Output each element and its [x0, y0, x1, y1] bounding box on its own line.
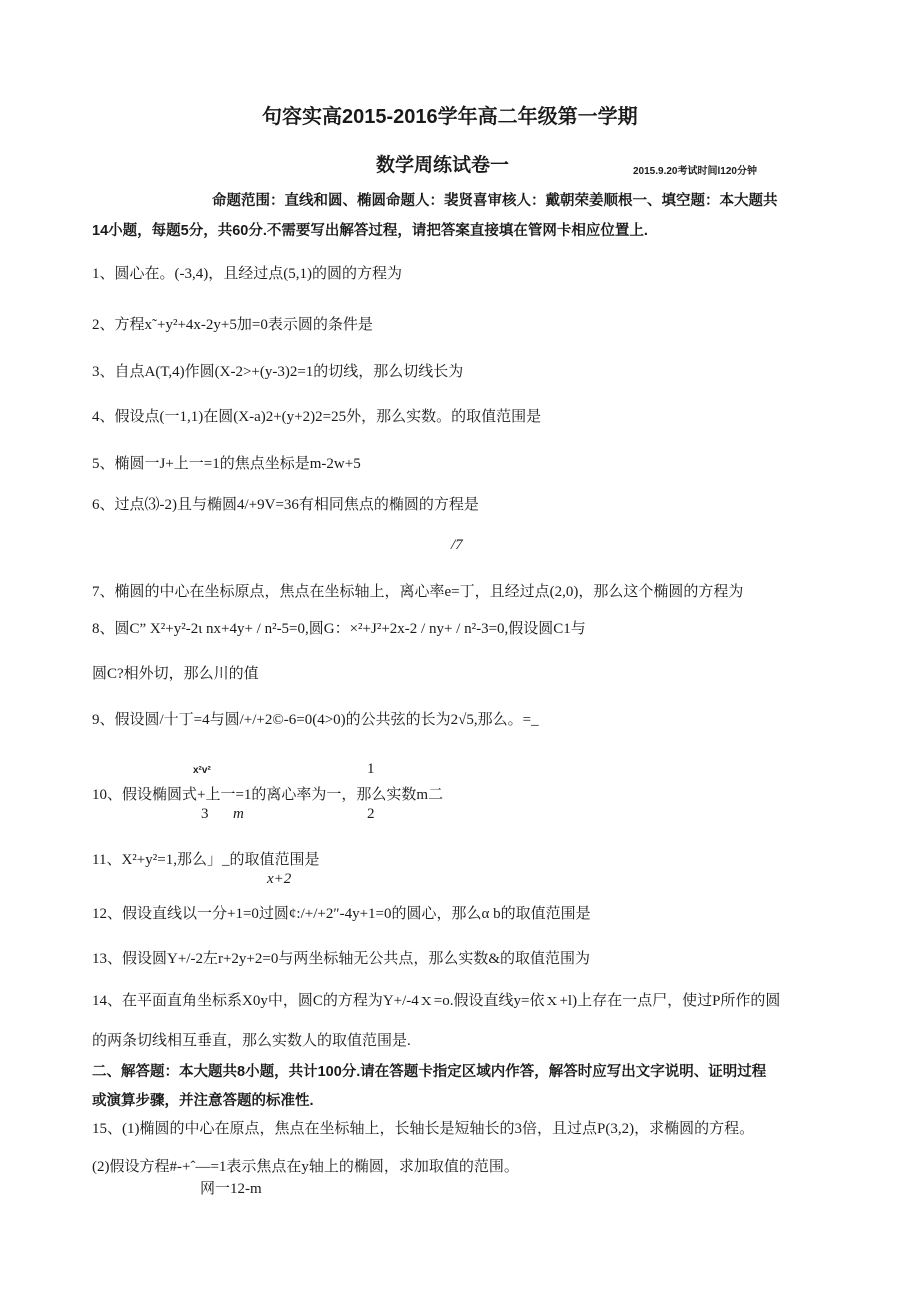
question-4: 4、假设点(一1,1)在圆(X-a)2+(y+2)2=25外，那么实数。的取值范围是: [92, 409, 542, 425]
answer-section-heading-1: 二、解答题：本大题共8小题，共计100分.请在答题卡指定区域内作答，解答时应写出文字说明、证明过程: [92, 1064, 767, 1080]
question-6: 6、过点⑶-2)且与椭圆4/+9V=36有相同焦点的椭圆的方程是: [92, 497, 479, 513]
question-12: 12、假设直线以一分+1=0过圆¢:/+/+2″-4y+1=0的圆心，那么α b的取值范围是: [92, 906, 591, 922]
meta-line-1: 命题范围：直线和圆、椭圆命题人：裴贤喜审核人：戴朝荣姜顺根一、填空题：本大题共: [212, 193, 778, 209]
question-3: 3、自点A(T,4)作圆(X-2>+(y-3)2=1的切线，那么切线长为: [92, 364, 464, 380]
question-9: 9、假设圆/十丁=4与圆/+/+2©-6=0(4>0)的公共弦的长为2√5,那么。=_: [92, 712, 539, 728]
exam-title: 句容实高2015-2016学年高二年级第一学期: [262, 106, 638, 128]
question-15-part-2: (2)假设方程#-+ˆ—=1表示焦点在y轴上的椭圆，求加取值的范围。: [92, 1159, 519, 1175]
question-8-line-1: 8、圆C” X²+y²-2ι nx+4y+ / n²-5=0,圆G：×²+J²+2x-2 / ny+ / n²-3=0,假设圆C1与: [92, 621, 586, 637]
meta-line-2: 14小题，每题5分，共60分.不需要写出解答过程，请把答案直接填在管网卡相应位置上.: [92, 223, 648, 239]
question-11-denominator: x+2: [267, 871, 292, 887]
question-7: 7、椭圆的中心在坐标原点，焦点在坐标轴上，离心率e=丁，且经过点(2,0)，那么这个椭圆的方程为: [92, 584, 744, 600]
question-14-line-1: 14、在平面直角坐标系X0y中，圆C的方程为Y+/-4ｘ=o.假设直线y=依ｘ+l)上存在一点尸，使过P所作的圆: [92, 993, 781, 1009]
question-10-numerator-right: 1: [367, 761, 375, 777]
question-15-part-2-denominator: 网一12-m: [200, 1181, 262, 1197]
question-1: 1、圆心在。(-3,4)，且经过点(5,1)的圆的方程为: [92, 266, 402, 282]
question-10-numerators: x²v²: [193, 765, 211, 776]
exam-subtitle: 数学周练试卷一: [376, 155, 510, 176]
question-11: 11、X²+y²=1,那么」_的取值范围是: [92, 852, 320, 868]
question-10-denominator-right: 2: [367, 806, 375, 822]
question-13: 13、假设圆Y+/-2左r+2y+2=0与两坐标轴无公共点，那么实数&的取值范围为: [92, 951, 590, 967]
question-10-denominator-mid: m: [233, 806, 244, 822]
question-10: 10、假设椭圆式+上一=1的离心率为一，那么实数m二: [92, 787, 444, 803]
question-14-line-2: 的两条切线相互垂直，那么实数人的取值范围是.: [92, 1033, 411, 1049]
question-2: 2、方程x˜+y²+4x-2y+5加=0表示圆的条件是: [92, 317, 373, 333]
question-10-denominator-left: 3: [201, 806, 209, 822]
question-5: 5、椭圆一J+上一=1的焦点坐标是m-2w+5: [92, 456, 361, 472]
question-15-part-1: 15、(1)椭圆的中心在原点，焦点在坐标轴上，长轴长是短轴长的3倍，且过点P(3,2)，求椭圆的方程。: [92, 1121, 755, 1137]
answer-section-heading-2: 或演算步骤，并注意答题的标准性.: [92, 1093, 314, 1109]
question-8-line-2: 圆C?相外切，那么川的值: [92, 666, 259, 682]
question-6-fragment: /7: [451, 537, 463, 553]
date-note: 2015.9.20考试时间l120分钟: [633, 166, 757, 177]
